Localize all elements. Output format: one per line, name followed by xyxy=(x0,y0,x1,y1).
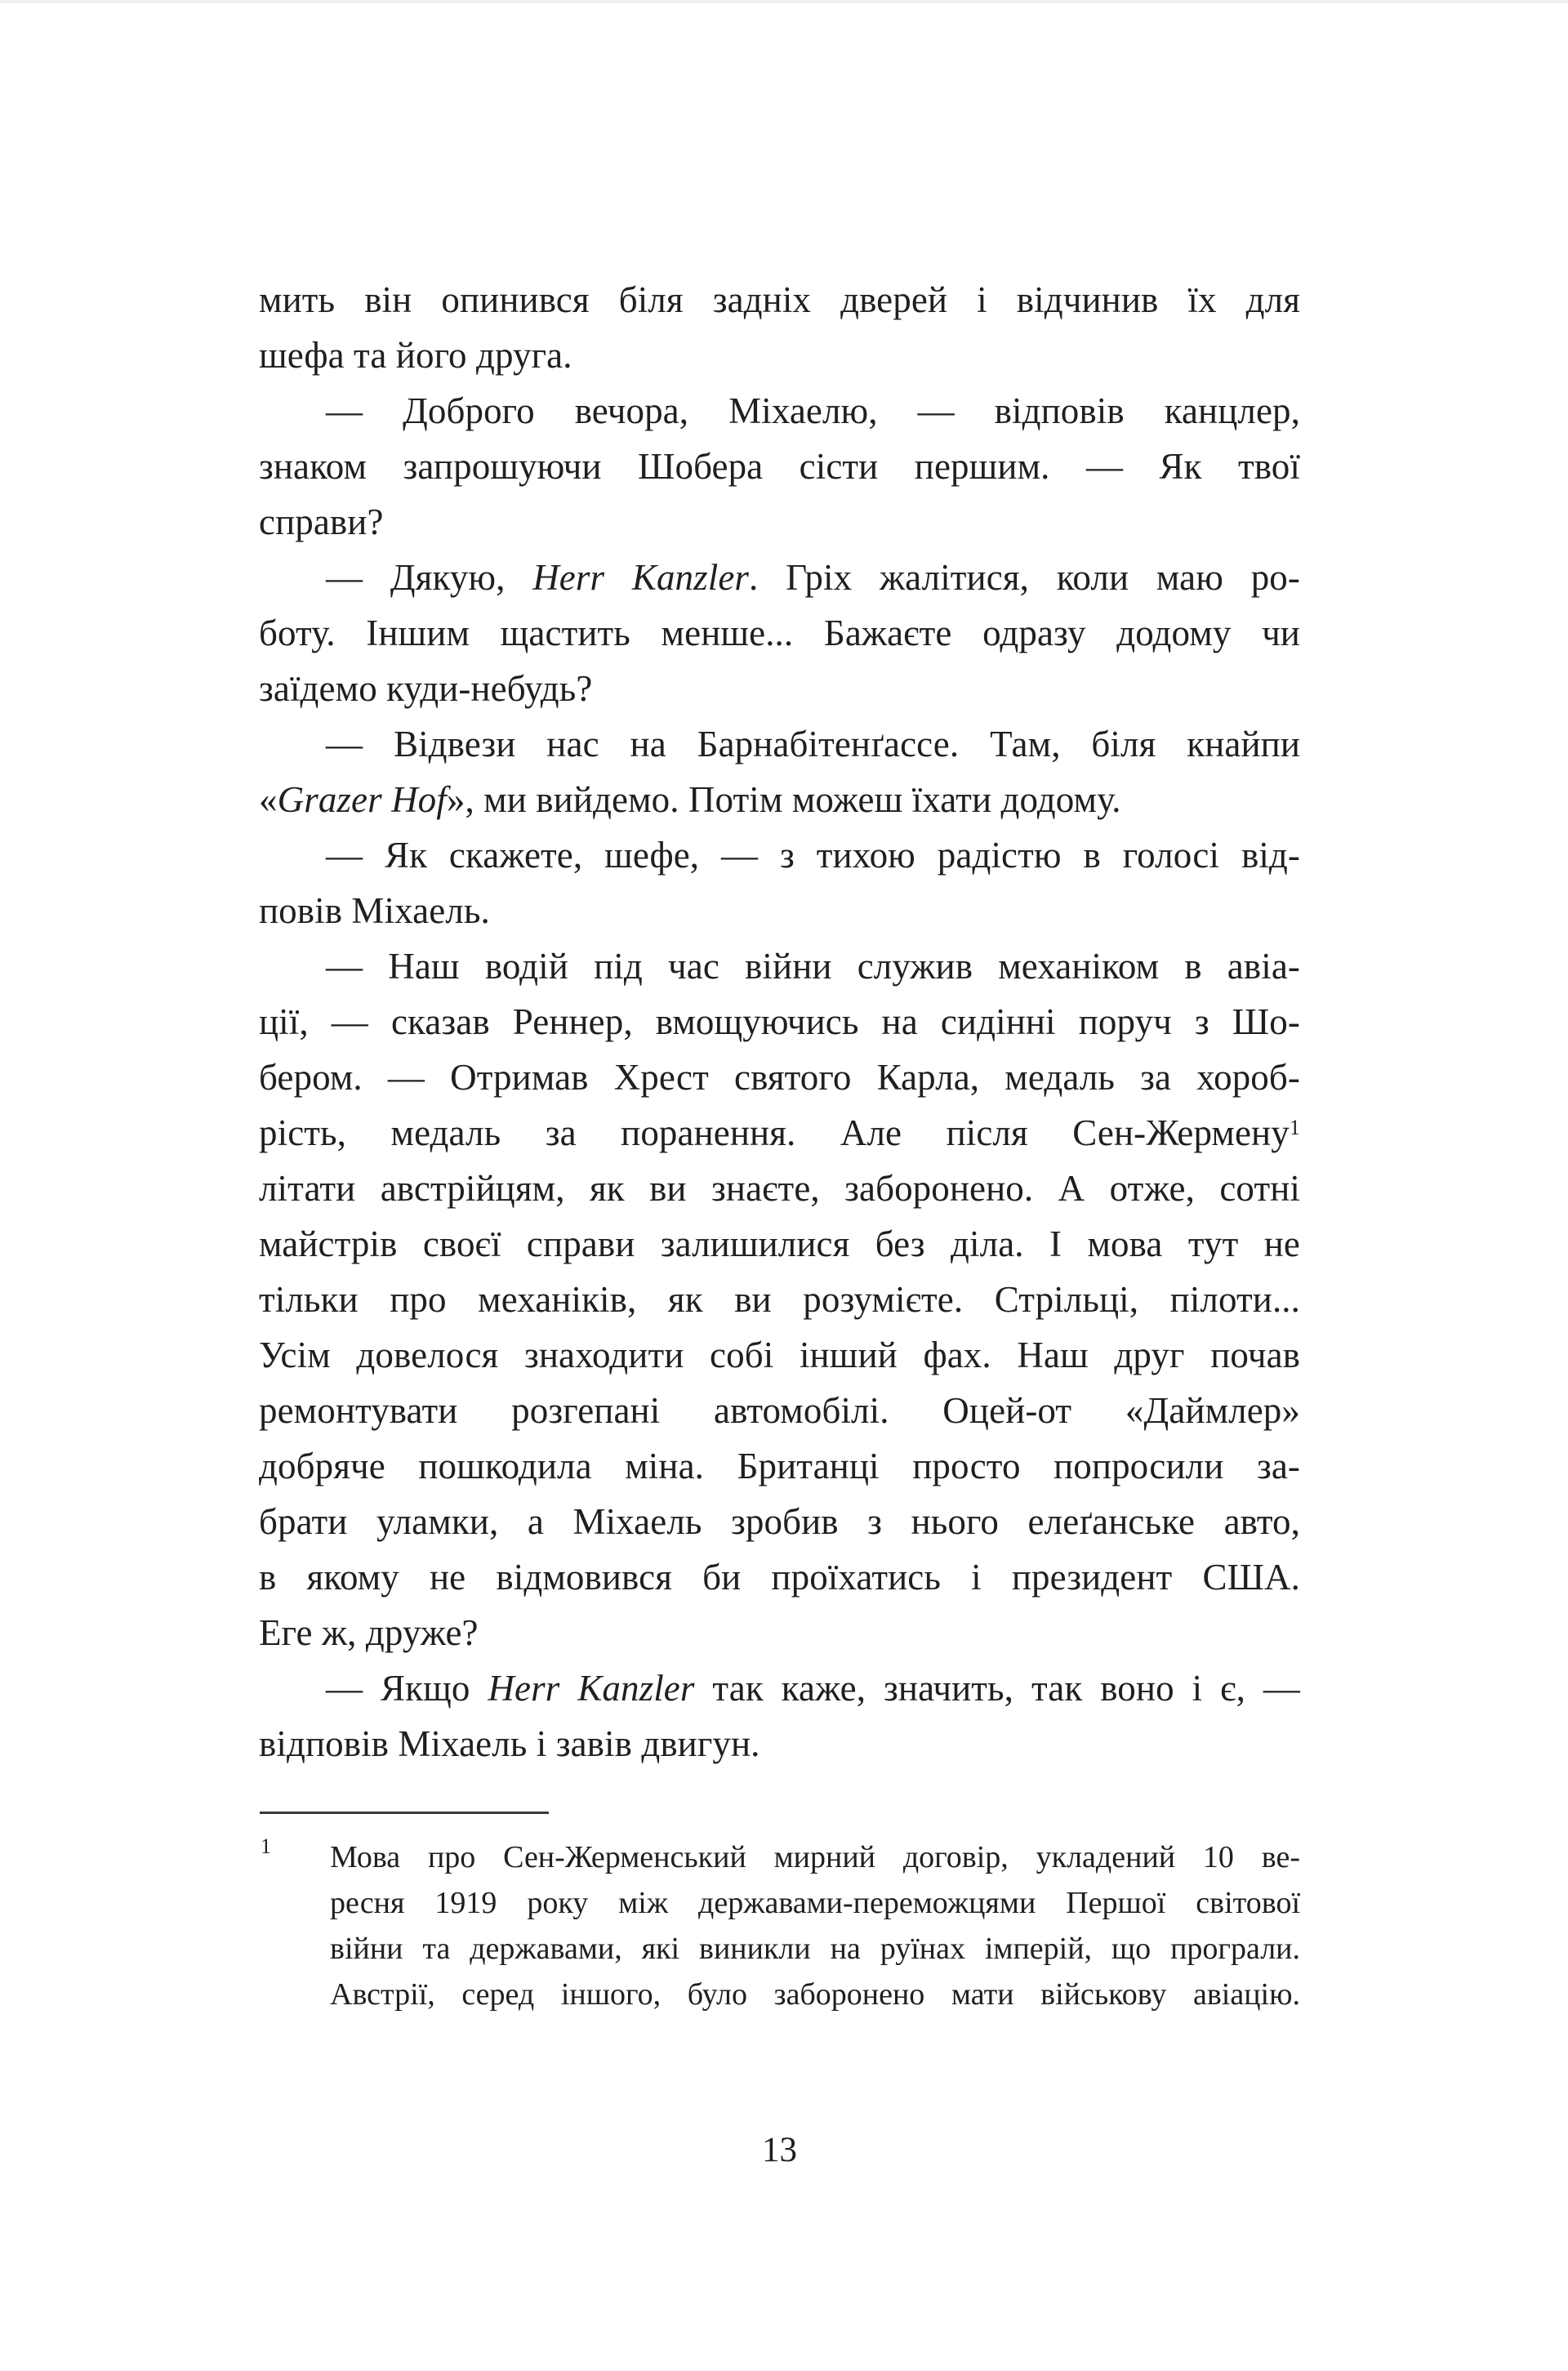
text-line xyxy=(259,1272,1300,1327)
text-segment: Еге ж, друже? xyxy=(259,1612,479,1653)
paragraph xyxy=(259,550,1300,716)
paragraph xyxy=(259,827,1300,938)
text-segment: знаком запрошуючи Шобера сісти першим. — Як твої xyxy=(259,446,1300,487)
text-segment: так каже, значить, так воно і є, — xyxy=(694,1668,1300,1709)
text-line xyxy=(259,827,1300,883)
text-line xyxy=(259,1494,1300,1549)
text-line xyxy=(259,883,1300,938)
text-segment: — Доброго вечора, Міхаелю, — відповів канцлер, xyxy=(326,390,1300,431)
text-line xyxy=(259,994,1300,1050)
text-line xyxy=(259,1438,1300,1494)
page-number: 13 xyxy=(762,2131,797,2169)
text-segment: в якому не відмовився би проїхатись і президент США. xyxy=(259,1557,1300,1598)
page-top-edge xyxy=(0,0,1568,3)
text-line xyxy=(259,1105,1300,1161)
text-segment: повів Міхаель. xyxy=(259,890,490,931)
footnote-line: ресня 1919 року між державами-переможцями Першої світової xyxy=(330,1886,1300,1920)
text-segment: бером. — Отримав Хрест святого Карла, медаль за хороб- xyxy=(259,1057,1300,1098)
italic-text: Grazer Hof xyxy=(277,779,447,820)
footnote-line: Австрії, серед іншого, було заборонено мати військову авіацію. xyxy=(330,1977,1300,2012)
text-line xyxy=(259,1549,1300,1605)
text-segment: ції, — сказав Реннер, вмощуючись на сидінні поруч з Шо- xyxy=(259,1001,1300,1042)
paragraph xyxy=(259,938,1300,1660)
footnote-marker: 1 xyxy=(261,1834,271,1858)
text-segment: майстрів своєї справи залишилися без діла. І мова тут не xyxy=(259,1223,1300,1264)
text-line xyxy=(259,328,1300,383)
text-line xyxy=(259,1050,1300,1105)
text-line xyxy=(259,494,1300,550)
footnote-lines xyxy=(330,1834,1300,2017)
italic-text: Herr Kanzler xyxy=(532,557,750,598)
paragraph xyxy=(259,272,1300,383)
text-line xyxy=(259,1327,1300,1383)
text-segment: добряче пошкодила міна. Британці просто попросили за- xyxy=(259,1446,1300,1486)
text-segment: боту. Іншим щастить менше... Бажаєте одразу додому чи xyxy=(259,613,1300,653)
text-segment: тільки про механіків, як ви розумієте. Стрільці, пілоти... xyxy=(259,1279,1300,1320)
text-line xyxy=(259,605,1300,661)
text-line xyxy=(259,716,1300,772)
text-segment: ремонтувати розгепані автомобілі. Оцей-от «Даймлер» xyxy=(259,1390,1300,1431)
text-segment: — Відвези нас на Барнабітенґассе. Там, біля кнайпи xyxy=(326,724,1300,764)
main-text xyxy=(259,272,1300,1772)
text-segment: брати уламки, а Міхаель зробив з нього елеґанське авто, xyxy=(259,1501,1300,1542)
footnote-divider xyxy=(260,1812,549,1814)
paragraph xyxy=(259,383,1300,550)
text-segment: літати австрійцям, як ви знаєте, заборонено. А отже, сотні xyxy=(259,1168,1300,1209)
text-segment: », ми вийдемо. Потім можеш їхати додому. xyxy=(446,779,1121,820)
text-segment: справи? xyxy=(259,501,384,542)
text-segment: « xyxy=(259,779,278,820)
footnote xyxy=(259,1834,1300,2017)
paragraph xyxy=(259,1660,1300,1772)
text-line xyxy=(259,1216,1300,1272)
text-segment: — Як скажете, шефе, — з тихою радістю в голосі від- xyxy=(326,835,1300,876)
text-line xyxy=(259,1383,1300,1438)
text-segment: заїдемо куди-небудь? xyxy=(259,668,593,709)
text-segment: Усім довелося знаходити собі інший фах. Наш друг почав xyxy=(259,1335,1300,1375)
text-segment: — Якщо xyxy=(326,1668,488,1709)
text-line xyxy=(259,1716,1300,1772)
text-line xyxy=(259,661,1300,716)
italic-text: Herr Kanzler xyxy=(488,1668,695,1709)
text-segment: рість, медаль за поранення. Але після Сен-Жермену xyxy=(259,1112,1290,1153)
text-line xyxy=(259,550,1300,605)
text-segment: шефа та його друга. xyxy=(259,335,572,376)
text-line xyxy=(259,439,1300,494)
text-line xyxy=(259,772,1300,827)
text-line xyxy=(259,1605,1300,1660)
footnote-line: війни та державами, які виникли на руїнах імперій, що програли. xyxy=(330,1932,1300,1966)
footnote-line: Мова про Сен-Жерменський мирний договір, укладений 10 ве- xyxy=(330,1840,1300,1874)
text-segment: — Дякую, xyxy=(326,557,533,598)
text-line xyxy=(259,938,1300,994)
text-segment: мить він опинився біля задніх дверей і відчинив їх для xyxy=(259,279,1300,320)
text-segment: . Гріх жалітися, коли маю ро- xyxy=(749,557,1300,598)
paragraph xyxy=(259,716,1300,827)
text-segment: — Наш водій під час війни служив механіком в авіа- xyxy=(326,946,1300,987)
footnote-reference: 1 xyxy=(1289,1115,1300,1139)
text-line xyxy=(259,272,1300,328)
text-line xyxy=(259,1161,1300,1216)
text-line xyxy=(259,1660,1300,1716)
text-line xyxy=(259,383,1300,439)
text-segment: відповів Міхаель і завів двигун. xyxy=(259,1723,760,1764)
